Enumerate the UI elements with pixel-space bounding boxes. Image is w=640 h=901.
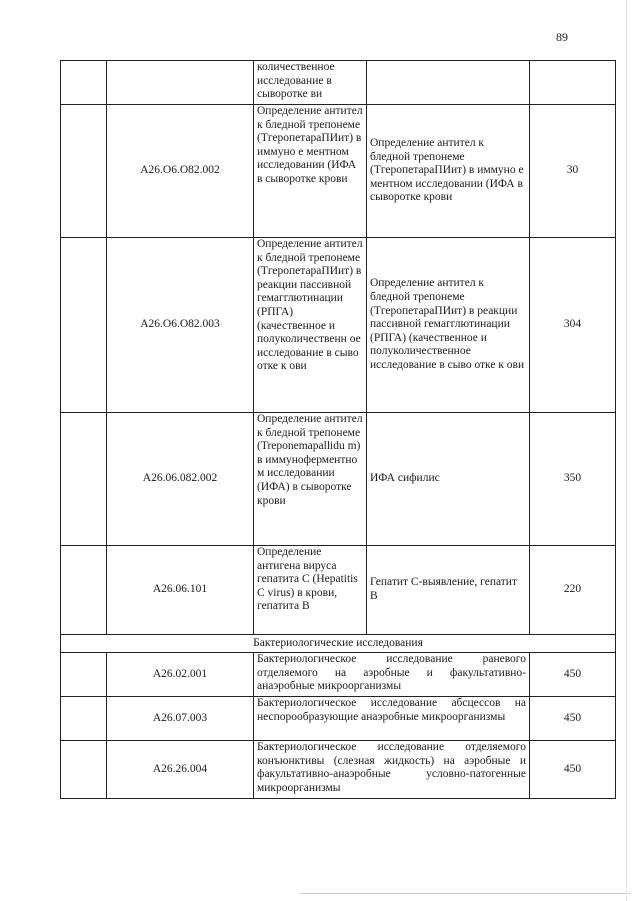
service-description-cell: Гепатит С-выявление, гепатит В	[367, 546, 530, 635]
row-number-cell	[61, 546, 107, 635]
price-cell: 450	[530, 697, 616, 741]
table-row	[61, 61, 616, 105]
price-cell: 30	[530, 105, 616, 238]
row-number-cell	[61, 61, 107, 105]
table-row	[61, 413, 616, 546]
row-number-cell	[61, 697, 107, 741]
row-number-cell	[61, 413, 107, 546]
price-cell: 220	[530, 546, 616, 635]
service-code-cell: A26.06.082.002	[107, 413, 254, 546]
row-number-cell	[61, 238, 107, 413]
service-description-cell: Бактериологическое исследование раневого отделяемого на аэробные и факультативно-анаэробные микроорганизмы	[254, 653, 530, 697]
section-title: Бактериологические исследования	[61, 635, 616, 653]
section-header-row	[61, 635, 616, 653]
table-row	[61, 105, 616, 238]
service-name-cell: Определение антител к бледной трепонеме (Treponemapallidu m) в иммуноферментно м исследовании (ИФА) в сыворотке крови	[254, 413, 367, 546]
service-code-cell: A26.02.001	[107, 653, 254, 697]
service-name-cell: Определение антител к бледной трепонеме (TгеропетараПИит) в реакции пассивной гемагглютинации (РПГА) (качественное и полуколичественн ое исследование в сыво отке к ови	[254, 238, 367, 413]
price-cell	[530, 61, 616, 105]
service-name-cell: Определение антигена вируса гепатита С (Hepatitis С virus) в крови, гепатита В	[254, 546, 367, 635]
service-description-cell: Бактериологическое исследование абсцессов на неспорообразующие анаэробные микроорганизмы	[254, 697, 530, 741]
service-code-cell: A26.07.003	[107, 697, 254, 741]
service-description-cell: Определение антител к бледной трепонеме (TгеропетараПИит) в реакции пассивной гемагглютинации (РПГА) (качественное и полуколичественное исследование в сыво отке к ови	[367, 238, 530, 413]
table-row	[61, 238, 616, 413]
row-number-cell	[61, 653, 107, 697]
service-name-cell: количественное исследование в сыворотке ви	[254, 61, 367, 105]
scan-edge-line	[626, 0, 627, 901]
service-code-cell: A26.O6.O82.002	[107, 105, 254, 238]
page-number: 89	[556, 30, 568, 44]
service-description-cell: ИФА сифилис	[367, 413, 530, 546]
service-description-cell: Определение антител к бледной трепонеме (TгеропетараПИит) в иммуно е ментном исследовании (ИФА в сыворотке крови	[367, 105, 530, 238]
table-row	[61, 546, 616, 635]
price-cell: 350	[530, 413, 616, 546]
price-list-table	[60, 60, 616, 799]
table-row	[61, 653, 616, 697]
row-number-cell	[61, 105, 107, 238]
table-row	[61, 741, 616, 799]
service-code-cell: A26.O6.O82.003	[107, 238, 254, 413]
service-code-cell	[107, 61, 254, 105]
service-description-cell: Бактериологическое исследование отделяемого конъюнктивы (слезная жидкость) на аэробные и факультативно-анаэробные условно-патогенные микроорганизмы	[254, 741, 530, 799]
service-code-cell: A26.26.004	[107, 741, 254, 799]
price-cell: 304	[530, 238, 616, 413]
service-name-cell: Определение антител к бледной трепонеме (TгеропетараПИит) в иммуно е ментном исследовании (ИФА в сыворотке крови	[254, 105, 367, 238]
service-code-cell: A26.06.101	[107, 546, 254, 635]
service-description-cell	[367, 61, 530, 105]
table-row	[61, 697, 616, 741]
scan-edge-line	[300, 893, 630, 894]
price-cell: 450	[530, 741, 616, 799]
price-cell: 450	[530, 653, 616, 697]
row-number-cell	[61, 741, 107, 799]
